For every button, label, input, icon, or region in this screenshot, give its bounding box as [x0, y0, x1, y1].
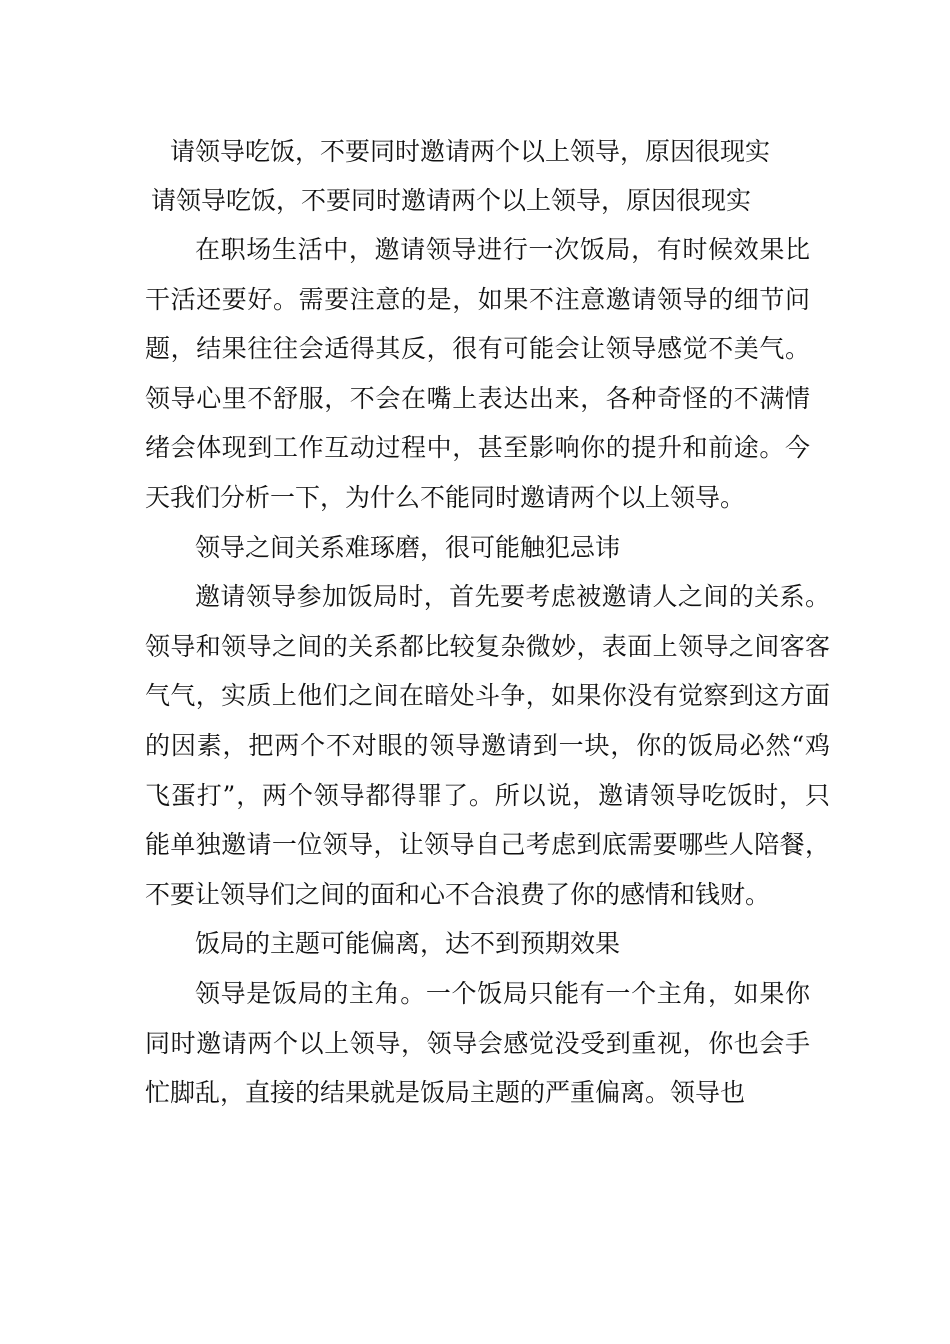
document-title-repeat: 请领导吃饭，不要同时邀请两个以上领导，原因很现实 — [151, 186, 752, 215]
document-body — [145, 225, 830, 1118]
document-title: 请领导吃饭，不要同时邀请两个以上领导，原因很现实 — [170, 137, 771, 166]
paragraph-relationships: 邀请领导参加饭局时，首先要考虑被邀请人之间的关系。领导和领导之间的关系都比较复杂微妙，表面上领导之间客客气气，实质上他们之间在暗处斗争，如果你没有觉察到这方面的因素，把两个不对眼的领导邀请到一块，你的饭局必然“鸡飞蛋打”，两个领导都得罪了。所以说，邀请领导吃饭时，只能单独邀请一位领导，让领导自己考虑到底需要哪些人陪餐，不要让领导们之间的面和心不合浪费了你的感情和钱财。 — [145, 582, 830, 909]
section-heading-relationships: 领导之间关系难琢磨，很可能触犯忌讳 — [195, 532, 621, 562]
section-heading-theme: 饭局的主题可能偏离，达不到预期效果 — [195, 929, 621, 959]
paragraph-theme: 领导是饭局的主角。一个饭局只能有一个主角，如果你同时邀请两个以上领导，领导会感觉没受到重视，你也会手忙脚乱，直接的结果就是饭局主题的严重偏离。领导也 — [145, 978, 810, 1108]
paragraph-intro: 在职场生活中，邀请领导进行一次饭局，有时候效果比干活还要好。需要注意的是，如果不注意邀请领导的细节问题，结果往往会适得其反，很有可能会让领导感觉不美气。领导心里不舒服，不会在嘴上表达出来，各种奇怪的不满情绪会体现到工作互动过程中，甚至影响你的提升和前途。今天我们分析一下，为什么不能同时邀请两个以上领导。 — [145, 235, 810, 512]
